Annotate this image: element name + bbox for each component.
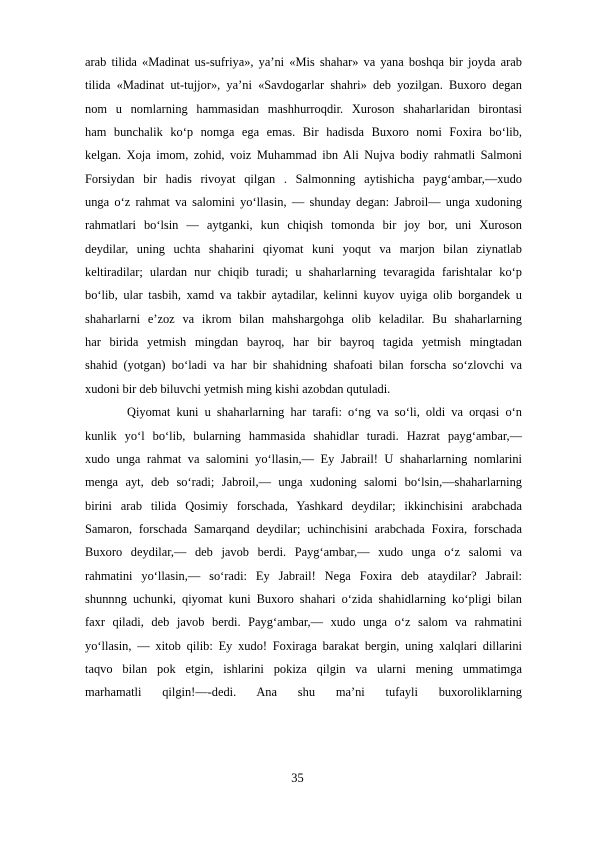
text-line-19: menga ayt, deb so‘radi; Jabroil,— unga xudoning salomi bo‘lsin,—shaharlarning (85, 475, 522, 490)
text-line-14: shahid (yotgan) bo‘ladi va har bir shahidning shafoati bilan forscha so‘zlovchi va (85, 358, 522, 373)
text-line-28: marhamatli qilgin!—-dedi. Ana shu ma’ni tufayli buxoroliklarning (85, 685, 522, 700)
text-line-1: arab tilida «Madinat us-sufriya», ya’ni «Mis shahar» va yana boshqa bir joyda arab (85, 55, 522, 69)
text-line-27: taqvo bilan pok etgin, ishlarini pokiza qilgin va ularni mening ummatimga (85, 661, 522, 676)
text-line-4: ham bunchalik ko‘p nomga ega emas. Bir hadisda Buxoro nomi Foxira bo‘lib, (85, 125, 522, 140)
text-line-25: faxr qiladi, deb javob berdi. Payg‘ambar,— xudo unga o‘z salom va rahmatini (85, 615, 522, 630)
text-line-16: Qiyomat kuni u shaharlarning har tarafi: o‘ng va so‘li, oldi va orqasi o‘n (127, 405, 522, 420)
text-line-6: Forsiydan bir hadis rivoyat qilgan . Salmonning aytishicha payg‘ambar,—xudo (85, 171, 522, 186)
text-line-7: unga o‘z rahmat va salomini yo‘llasin, — shunday degan: Jabroil— unga xudoning (85, 195, 522, 210)
text-line-21: Samaron, forschada Samarqand deydilar; uchinchisini arabchada Foxira, forschada (85, 521, 522, 536)
text-line-9: deydilar, uning uchta shaharini qiyomat kuni yoqut va marjon bilan ziynatlab (85, 241, 522, 256)
text-line-8: rahmatlari bo‘lsin — aytganki, kun chiqish tomonda bir joy bor, uni Xuroson (85, 218, 522, 233)
text-line-2: tilida «Madinat ut-tujjor», ya’ni «Savdogarlar shahri» deb yozilgan. Buxoro degan (85, 78, 522, 93)
text-line-12: shaharlarni e’zoz va ikrom bilan mahshargohga olib keladilar. Bu shaharlarning (85, 311, 522, 326)
text-line-5: kelgan. Xoja imom, zohid, voiz Muhammad ibn Ali Nujva bodiy rahmatli Salmoni (85, 148, 522, 163)
text-line-26: yo‘llasin, — xitob qilib: Ey xudo! Foxiraga barakat bergin, uning xalqlari dillarini (85, 638, 522, 653)
text-line-22: Buxoro deydilar,— deb javob berdi. Payg‘ambar,— xudo unga o‘z salomi va (85, 545, 522, 560)
page-number: 35 (291, 771, 304, 785)
text-line-15: xudoni bir deb biluvchi yetmish ming kishi azobdan qutuladi. (85, 381, 391, 396)
text-line-23: rahmatini yo‘llasin,— so‘radi: Ey Jabrail! Nega Foxira deb ataydilar? Jabrail: (85, 568, 522, 583)
text-line-10: keltiradilar; ulardan nur chiqib turadi; u shaharlarning tevaragida farishtalar ko‘p (85, 265, 522, 280)
text-line-17: kunlik yo‘l bo‘lib, bularning hammasida shahidlar turadi. Hazrat payg‘ambar,— (85, 428, 522, 443)
text-line-3: nom u nomlarning hammasidan mashhurroqdir. Xuroson shaharlaridan birontasi (85, 101, 522, 116)
text-line-18: xudo unga rahmat va salomini yo‘llasin,— Ey Jabrail! U shaharlarning nomlarini (85, 451, 522, 466)
body-text (85, 51, 522, 705)
text-line-20: birini arab tilida Qosimiy forschada, Yashkard deydilar; ikkinchisini arabchada (85, 498, 522, 513)
text-line-24: shunnng uchunki, qiyomat kuni Buxoro shahari o‘zida shahidlarning ko‘pligi bilan (85, 591, 522, 606)
text-line-11: bo‘lib, ular tasbih, xamd va takbir aytadilar, kelinni kuyov uyiga olib borgandek u (85, 288, 522, 303)
text-line-13: har birida yetmish mingdan bayroq, har bir bayroq tagida yetmish mingtadan (85, 335, 522, 350)
